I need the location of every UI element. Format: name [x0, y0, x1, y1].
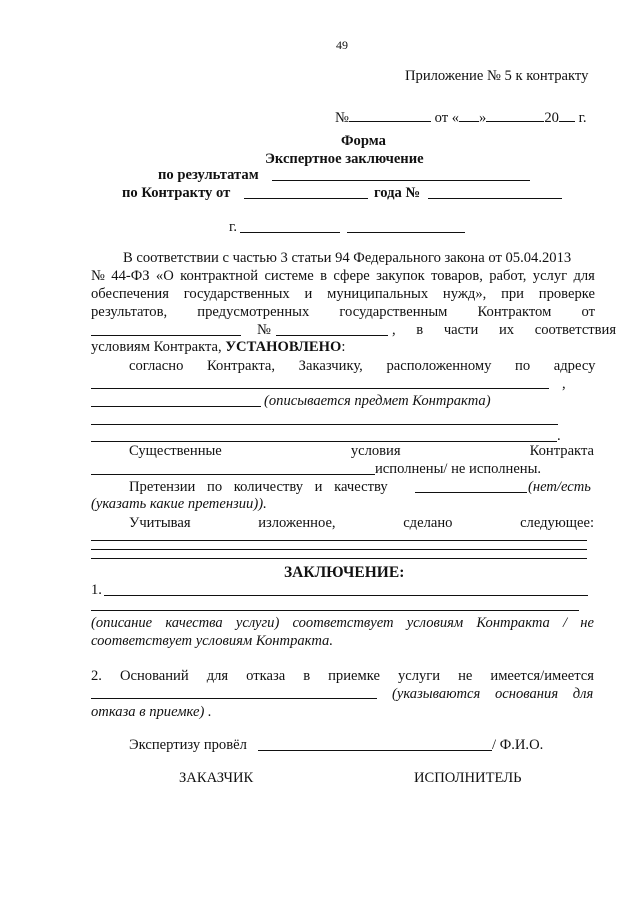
considering-text-word: Учитывая	[129, 515, 191, 531]
considering-text-word: изложенное,	[258, 515, 336, 531]
quality-line2: соответствует условиям Контракта.	[91, 633, 333, 649]
quality-line1-text-word: /	[563, 615, 568, 631]
item2-blank	[91, 698, 377, 699]
para1-line2	[91, 268, 595, 285]
essential-conditions-text-word: Существенные	[129, 443, 222, 459]
item2-text-word: услуги	[397, 668, 441, 684]
fio-label: / Ф.И.О.	[492, 737, 544, 753]
subject-note: (описывается предмет Контракта)	[264, 393, 491, 409]
conditions-blank	[91, 474, 375, 475]
item2-text-word: в	[303, 668, 311, 684]
city-blank	[240, 232, 340, 233]
claims-blank	[415, 492, 527, 493]
item2-note: (указываются основания для	[392, 686, 594, 702]
conclusion-heading: ЗАКЛЮЧЕНИЕ:	[284, 564, 405, 581]
address-comma: ,	[562, 376, 566, 392]
para1-line4-text-word: предусмотренных	[197, 304, 310, 320]
number-sign: №	[335, 110, 349, 126]
contract-from-label: по Контракту от	[122, 185, 231, 201]
contract-number-blank	[428, 198, 562, 199]
contract-number-blank-2	[276, 335, 388, 336]
considering-text-word: следующее:	[520, 515, 594, 531]
para1-line2-word: «О	[155, 268, 174, 284]
para1-line3-text-word: нужд»,	[442, 286, 487, 302]
quality-line1-text-word: условиям	[406, 615, 464, 631]
results-blank	[272, 180, 530, 181]
address-blank	[91, 388, 549, 389]
para1-line2-word: контрактной	[180, 268, 259, 284]
para1-line3-text-word: обеспечения	[91, 286, 169, 302]
number-blank	[349, 109, 431, 122]
para1-line2-word: системе	[264, 268, 314, 284]
para1-line3-text-word: государственных	[183, 286, 290, 302]
para1-line2-word: закупок	[376, 268, 425, 284]
year-blank	[559, 109, 575, 122]
para1-line3-text-word: и	[304, 286, 313, 302]
executed-status: исполнены/ не исполнены.	[375, 461, 542, 477]
expert-label: Экспертизу провёл	[129, 737, 247, 753]
appendix-heading: Приложение № 5 к контракту	[405, 68, 589, 84]
para1-line2-word: работ,	[489, 268, 527, 284]
para1-line4-text-word: Контрактом	[477, 304, 552, 320]
form-label: Форма	[341, 133, 386, 149]
item1-blank	[104, 595, 588, 596]
claims-note: (указать какие претензии)).	[91, 496, 267, 512]
customer-signature-label: ЗАКАЗЧИК	[179, 770, 254, 786]
considering-text-word: сделано	[403, 515, 453, 531]
item2-text-word: Оснований	[119, 668, 189, 684]
essential-conditions-line	[129, 443, 594, 460]
document-number-line	[335, 109, 587, 127]
expert-signature-blank	[258, 750, 492, 751]
quality-line1-text-word: качества	[165, 615, 223, 631]
quality-line1-text-word: Контракта	[476, 615, 550, 631]
essential-conditions-text-word: условия	[350, 443, 401, 459]
item2-note-2: отказа в приемке) .	[91, 704, 212, 720]
para1-line3-text-word: муниципальных	[327, 286, 429, 302]
para1-line2-word: в	[320, 268, 328, 284]
item2-line	[91, 668, 594, 685]
item2-text-word: не	[458, 668, 473, 684]
contract-date-blank	[244, 198, 368, 199]
para1-line4-text-word: государственным	[339, 304, 448, 320]
established-label: УСТАНОВЛЕНО	[225, 339, 342, 355]
considering-blank-3	[91, 558, 587, 559]
item2-text-word: для	[206, 668, 229, 684]
compliance-text: , в части их соответствия	[392, 322, 617, 338]
city-label: г.	[229, 219, 237, 235]
para1-line2-word: услуг	[532, 268, 568, 284]
item2-text-word: приемке	[328, 668, 380, 684]
subject-blank-3	[91, 441, 557, 442]
para1-line4	[91, 304, 595, 321]
claims-options: (нет/есть	[528, 479, 591, 495]
date-from-label: от «	[434, 110, 460, 126]
established-colon: :	[341, 339, 346, 355]
para1-line2-word: для	[573, 268, 595, 284]
item1-blank-2	[91, 610, 579, 611]
essential-conditions-text-word: Контракта	[529, 443, 594, 459]
executor-signature-label: ИСПОЛНИТЕЛЬ	[414, 770, 522, 786]
contract-date-blank-2	[91, 335, 241, 336]
page-number: 49	[336, 38, 348, 52]
para1-line1: В соответствии с частью 3 статьи 94 Федерального закона от 05.04.2013	[123, 250, 572, 266]
claims-line: Претензии по количеству и качеству	[129, 479, 388, 495]
para1-line4-text-word: результатов,	[91, 304, 168, 320]
year-prefix: 20	[544, 110, 559, 126]
para1-line2-word: №	[91, 268, 105, 284]
para1-line2-word: товаров,	[431, 268, 483, 284]
quality-line1-text-word: (описание	[91, 615, 153, 631]
city-date-blank	[347, 232, 465, 233]
document-title: Экспертное заключение	[265, 151, 424, 167]
para1-line2-word: 44-ФЗ	[111, 268, 150, 284]
item2-text-word: отказа	[246, 668, 286, 684]
considering-blank-1	[91, 540, 587, 541]
considering-blank-2	[91, 549, 587, 550]
item2-text-word: 2.	[91, 668, 102, 684]
month-blank	[486, 109, 544, 122]
para1-line3-text-word: проверке	[538, 286, 595, 302]
results-label: по результатам	[158, 167, 259, 183]
date-quote: »	[479, 110, 487, 126]
subject-blank	[91, 406, 261, 407]
considering-line	[129, 515, 594, 532]
quality-line1-text-word: не	[580, 615, 594, 631]
quality-line1	[91, 615, 594, 632]
year-suffix: г.	[578, 110, 587, 126]
item1-number: 1.	[91, 582, 102, 598]
quality-line1-text-word: соответствует	[292, 615, 394, 631]
item2-text-word: имеется/имеется	[490, 668, 594, 684]
quality-line1-text-word: услуги)	[235, 615, 280, 631]
para1-line2-word: сфере	[333, 268, 370, 284]
subject-end-dot: .	[557, 428, 561, 444]
year-number-label: года №	[374, 185, 421, 201]
para-number-sign: №	[257, 322, 271, 338]
day-blank	[459, 109, 479, 122]
para1-line3-text-word: при	[501, 286, 524, 302]
address-line: согласно Контракта, Заказчику, расположенному по адресу	[129, 358, 596, 374]
conditions-text: условиям Контракта,	[91, 339, 222, 355]
para1-line3	[91, 286, 595, 303]
para1-line4-text-word: от	[581, 304, 595, 320]
established-line	[91, 339, 345, 356]
subject-blank-2	[91, 424, 558, 425]
